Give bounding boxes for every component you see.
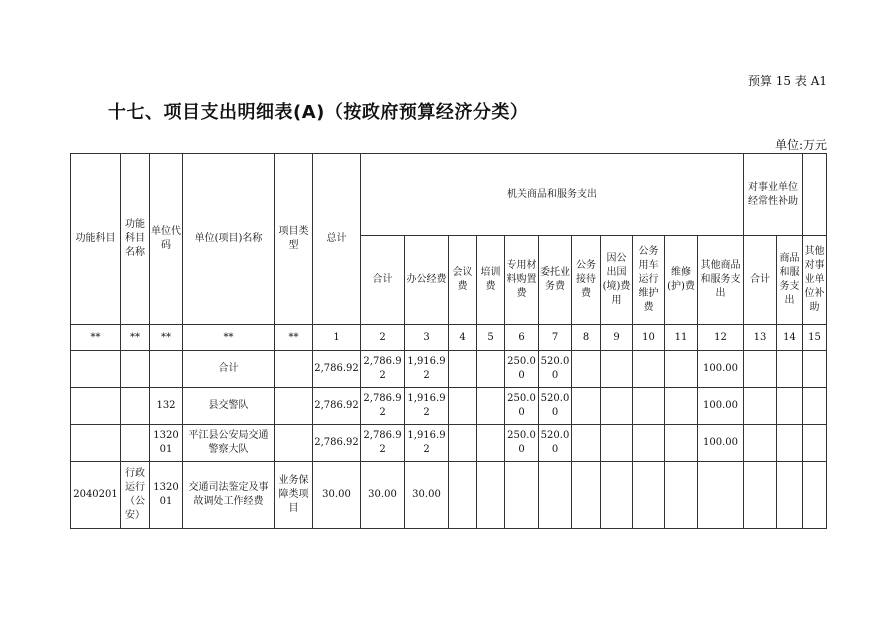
index-cell: 3 [405, 325, 449, 351]
cell-sub-total [744, 425, 777, 462]
index-cell: 2 [361, 325, 405, 351]
form-number: 预算 15 表 A1 [747, 74, 827, 88]
cell-ptype: 业务保障类项目 [275, 462, 313, 529]
cell-other [698, 462, 744, 529]
cell-sub-goods [777, 462, 803, 529]
index-cell: 6 [505, 325, 539, 351]
index-cell: 1 [313, 325, 361, 351]
cell-sub-goods [777, 351, 803, 388]
header-sub: 会议费 [449, 236, 477, 325]
cell-total: 2,786.92 [313, 351, 361, 388]
cell-goods-total: 2,786.92 [361, 351, 405, 388]
cell-sub-other [803, 351, 827, 388]
cell-entrust [539, 462, 572, 529]
cell-meeting [449, 351, 477, 388]
cell-func-name [121, 388, 150, 425]
cell-car [633, 462, 665, 529]
cell-other: 100.00 [698, 425, 744, 462]
cell-sub-total [744, 388, 777, 425]
cell-code: 132001 [150, 425, 183, 462]
header-sub: 专用材料购置费 [505, 236, 539, 325]
cell-repair [665, 388, 698, 425]
index-cell: ** [71, 325, 121, 351]
cell-name: 合计 [183, 351, 275, 388]
header-sub: 合计 [744, 236, 777, 325]
cell-entrust: 520.00 [539, 351, 572, 388]
header-sub: 办公经费 [405, 236, 449, 325]
header-total: 总计 [313, 154, 361, 325]
header-sub: 维修(护)费 [665, 236, 698, 325]
cell-office: 30.00 [405, 462, 449, 529]
cell-sub-total [744, 351, 777, 388]
cell-material: 250.00 [505, 388, 539, 425]
cell-material: 250.00 [505, 351, 539, 388]
cell-total: 2,786.92 [313, 388, 361, 425]
cell-office: 1,916.92 [405, 351, 449, 388]
cell-abroad [601, 351, 633, 388]
cell-training [477, 388, 505, 425]
cell-reception [572, 462, 601, 529]
index-cell: ** [183, 325, 275, 351]
cell-training [477, 351, 505, 388]
header-unit-name: 单位(项目)名称 [183, 154, 275, 325]
cell-code: 132001 [150, 462, 183, 529]
cell-car [633, 388, 665, 425]
header-sub: 其他对事业单位补助 [803, 236, 827, 325]
cell-sub-other [803, 425, 827, 462]
cell-entrust: 520.00 [539, 388, 572, 425]
index-cell: 9 [601, 325, 633, 351]
cell-name: 交通司法鉴定及事故调处工作经费 [183, 462, 275, 529]
header-sub: 委托业务费 [539, 236, 572, 325]
cell-sub-other [803, 388, 827, 425]
cell-sub-total [744, 462, 777, 529]
cell-repair [665, 462, 698, 529]
header-func-subject: 功能科目 [71, 154, 121, 325]
cell-meeting [449, 388, 477, 425]
table-row [71, 462, 827, 529]
header-sub: 因公出国(境)费用 [601, 236, 633, 325]
cell-func: 2040201 [71, 462, 121, 529]
cell-office: 1,916.92 [405, 388, 449, 425]
header-sub: 公务接待费 [572, 236, 601, 325]
cell-meeting [449, 462, 477, 529]
cell-other: 100.00 [698, 351, 744, 388]
cell-ptype [275, 425, 313, 462]
cell-sub-other [803, 462, 827, 529]
header-project-type: 项目类型 [275, 154, 313, 325]
cell-goods-total: 2,786.92 [361, 425, 405, 462]
index-cell: 13 [744, 325, 777, 351]
index-cell: 15 [803, 325, 827, 351]
cell-car [633, 351, 665, 388]
header-group-goods: 机关商品和服务支出 [361, 154, 744, 236]
cell-func-name [121, 351, 150, 388]
cell-office: 1,916.92 [405, 425, 449, 462]
index-cell: 12 [698, 325, 744, 351]
cell-repair [665, 351, 698, 388]
header-sub: 其他商品和服务支出 [698, 236, 744, 325]
header-sub: 培训费 [477, 236, 505, 325]
cell-reception [572, 425, 601, 462]
cell-abroad [601, 425, 633, 462]
unit-label: 单位:万元 [774, 138, 827, 152]
cell-func-name: 行政运行（公安） [121, 462, 150, 529]
cell-training [477, 425, 505, 462]
cell-goods-total: 30.00 [361, 462, 405, 529]
index-cell: 7 [539, 325, 572, 351]
cell-repair [665, 425, 698, 462]
cell-abroad [601, 388, 633, 425]
index-cell: 8 [572, 325, 601, 351]
header-group-subsidy: 对事业单位经常性补助 [744, 154, 803, 236]
cell-func [71, 351, 121, 388]
index-cell: ** [121, 325, 150, 351]
index-cell: 11 [665, 325, 698, 351]
cell-abroad [601, 462, 633, 529]
index-cell: ** [275, 325, 313, 351]
cell-name: 平江县公安局交通警察大队 [183, 425, 275, 462]
cell-car [633, 425, 665, 462]
header-sub: 公务用车运行维护费 [633, 236, 665, 325]
cell-func [71, 388, 121, 425]
header-sub: 商品和服务支出 [777, 236, 803, 325]
cell-code: 132 [150, 388, 183, 425]
cell-ptype [275, 388, 313, 425]
index-row [71, 325, 827, 351]
cell-goods-total: 2,786.92 [361, 388, 405, 425]
header-func-subject-name: 功能科目名称 [121, 154, 150, 325]
header-blank [803, 154, 827, 236]
table-row [71, 351, 827, 388]
cell-reception [572, 351, 601, 388]
index-cell: 5 [477, 325, 505, 351]
index-cell: ** [150, 325, 183, 351]
header-row-1 [71, 154, 827, 236]
cell-sub-goods [777, 388, 803, 425]
cell-func-name [121, 425, 150, 462]
cell-sub-goods [777, 425, 803, 462]
cell-entrust: 520.00 [539, 425, 572, 462]
cell-name: 县交警队 [183, 388, 275, 425]
budget-table [70, 153, 827, 529]
cell-total: 30.00 [313, 462, 361, 529]
cell-code [150, 351, 183, 388]
index-cell: 14 [777, 325, 803, 351]
cell-total: 2,786.92 [313, 425, 361, 462]
cell-ptype [275, 351, 313, 388]
cell-material [505, 462, 539, 529]
page-title: 十七、项目支出明细表(A)（按政府预算经济分类） [108, 102, 529, 123]
header-sub: 合计 [361, 236, 405, 325]
table-row [71, 388, 827, 425]
cell-material: 250.00 [505, 425, 539, 462]
cell-training [477, 462, 505, 529]
index-cell: 4 [449, 325, 477, 351]
cell-reception [572, 388, 601, 425]
cell-func [71, 425, 121, 462]
index-cell: 10 [633, 325, 665, 351]
cell-meeting [449, 425, 477, 462]
header-unit-code: 单位代码 [150, 154, 183, 325]
table-row [71, 425, 827, 462]
cell-other: 100.00 [698, 388, 744, 425]
